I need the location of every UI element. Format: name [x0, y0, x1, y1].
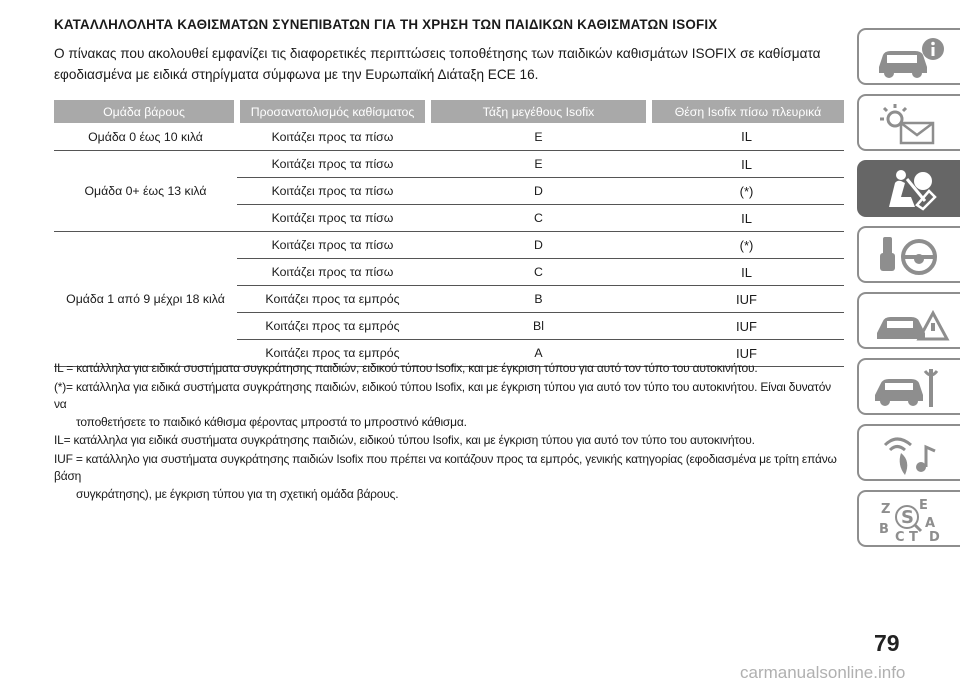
page-number: 79 — [874, 630, 900, 656]
isofix-table — [54, 100, 844, 367]
tab-maintenance[interactable] — [857, 358, 960, 415]
header-size-class: Τάξη μεγέθους Isofix — [428, 100, 649, 123]
index-letter: T — [909, 530, 918, 543]
orientation-cell: Κοιτάζει προς τα πίσω — [237, 151, 428, 178]
note-text: (*)= κατάλληλα για ειδικά συστήματα συγκράτησης παιδιών, ειδικού τύπου Isofix, και με έγκριση τύπου για αυτό τον τύπο του αυτοκινήτου. Είναι δυνατόν να — [54, 379, 831, 411]
position-cell: IL — [649, 259, 844, 286]
section-title: ΚΑΤΑΛΛΗΛΟΛΗΤΑ ΚΑΘΙΣΜΑΤΩΝ ΣΥΝΕΠΙΒΑΤΩΝ ΓΙΑ ΤΗ ΧΡΗΣΗ ΤΩΝ ΠΑΙΔΙΚΩΝ ΚΑΘΙΣΜΑΤΩΝ ISOFIX — [54, 17, 718, 32]
size-class-cell: E — [428, 151, 649, 178]
position-cell: IL — [649, 205, 844, 232]
note-text: IUF = κατάλληλο για συστήματα συγκράτησης παιδιών Isofix που πρέπει να κοιτάζουν προς τα εμπρός, γενικής κατηγορίας (εφοδιασμένα με τρίτη επάνω βάση — [54, 451, 837, 483]
table-notes — [54, 360, 846, 504]
car-breakdown-icon — [871, 299, 951, 345]
size-class-cell: D — [428, 178, 649, 205]
tab-safety[interactable] — [857, 160, 960, 217]
tab-warning-lights[interactable] — [857, 94, 960, 151]
index-letter: S — [901, 507, 914, 528]
size-class-cell: E — [428, 123, 649, 151]
key-steering-wheel-icon — [871, 233, 951, 279]
index-letter: D — [929, 530, 940, 543]
size-class-cell: Bl — [428, 313, 649, 340]
tab-multimedia[interactable] — [857, 424, 960, 481]
position-cell: IL — [649, 151, 844, 178]
orientation-cell: Κοιτάζει προς τα πίσω — [237, 205, 428, 232]
weight-group-cell: Ομάδα 0+ έως 13 κιλά — [54, 151, 237, 232]
header-rear-position: Θέση Isofix πίσω πλευρικά — [649, 100, 844, 123]
position-cell: IUF — [649, 313, 844, 340]
size-class-cell: C — [428, 205, 649, 232]
position-cell: IUF — [649, 340, 844, 367]
car-service-tools-icon — [871, 365, 951, 411]
note-continuation: τοποθετήσετε το παιδικό κάθισμα φέροντας μπροστά το μπροστινό κάθισμα. — [76, 414, 467, 429]
tab-index[interactable] — [857, 490, 960, 547]
tab-emergency[interactable] — [857, 292, 960, 349]
position-cell: (*) — [649, 232, 844, 259]
table-row — [54, 151, 844, 178]
orientation-cell: Κοιτάζει προς τα πίσω — [237, 123, 428, 151]
weight-group-cell: Ομάδα 0 έως 10 κιλά — [54, 123, 237, 151]
table-row — [54, 123, 844, 151]
note-item — [54, 432, 846, 450]
orientation-cell: Κοιτάζει προς τα πίσω — [237, 259, 428, 286]
alphabetical-index-icon — [871, 497, 951, 543]
tab-car-info[interactable] — [857, 28, 960, 85]
orientation-cell: Κοιτάζει προς τα πίσω — [237, 232, 428, 259]
watermark: carmanualsonline.info — [740, 663, 906, 682]
index-letter: C — [895, 530, 905, 543]
note-item — [54, 451, 846, 504]
position-cell: (*) — [649, 178, 844, 205]
size-class-cell: D — [428, 232, 649, 259]
size-class-cell: A — [428, 340, 649, 367]
music-navigation-icon — [871, 431, 951, 477]
index-letter: Z — [881, 502, 891, 517]
orientation-cell: Κοιτάζει προς τα εμπρός — [237, 340, 428, 367]
intro-paragraph: Ο πίνακας που ακολουθεί εμφανίζει τις διαφορετικές περιπτώσεις τοποθέτησης των παιδικών καθισμάτων ISOFIX σε καθίσματα εφοδιασμένα με ειδικά στηρίγματα σύμφωνα με την Ευρωπαϊκή Διάταξη ECE 16. — [54, 46, 821, 82]
weight-group-cell: Ομάδα 1 από 9 μέχρι 18 κιλά — [54, 232, 237, 367]
header-orientation: Προσανατολισμός καθίσματος — [237, 100, 428, 123]
note-item — [54, 360, 846, 378]
position-cell: IUF — [649, 286, 844, 313]
car-info-icon — [871, 35, 951, 81]
orientation-cell: Κοιτάζει προς τα πίσω — [237, 178, 428, 205]
index-letter: E — [919, 498, 928, 513]
index-letter: A — [925, 516, 936, 531]
chapter-tabs — [857, 28, 960, 556]
warning-light-mail-icon — [871, 101, 951, 147]
airbag-seat-icon — [871, 167, 951, 213]
note-text: IL = κατάλληλα για ειδικά συστήματα συγκράτησης παιδιών, ειδικού τύπου Isofix, και με έγκριση τύπου για αυτό τον τύπο του αυτοκινήτου. — [54, 361, 758, 375]
size-class-cell: B — [428, 286, 649, 313]
header-weight-group: Ομάδα βάρους — [54, 100, 237, 123]
orientation-cell: Κοιτάζει προς τα εμπρός — [237, 286, 428, 313]
tab-starting-driving[interactable] — [857, 226, 960, 283]
table-header-row — [54, 100, 844, 123]
size-class-cell: C — [428, 259, 649, 286]
note-text: IL= κατάλληλα για ειδικά συστήματα συγκράτησης παιδιών, ειδικού τύπου Isofix, και με έγκριση τύπου για αυτό τον τύπο του αυτοκινήτου. — [54, 433, 755, 447]
orientation-cell: Κοιτάζει προς τα εμπρός — [237, 313, 428, 340]
table-row — [54, 232, 844, 259]
position-cell: IL — [649, 123, 844, 151]
note-item — [54, 379, 846, 432]
note-continuation: συγκράτησης), με έγκριση τύπου για τη σχετική ομάδα βάρους. — [76, 486, 399, 501]
index-letter: B — [879, 522, 889, 537]
